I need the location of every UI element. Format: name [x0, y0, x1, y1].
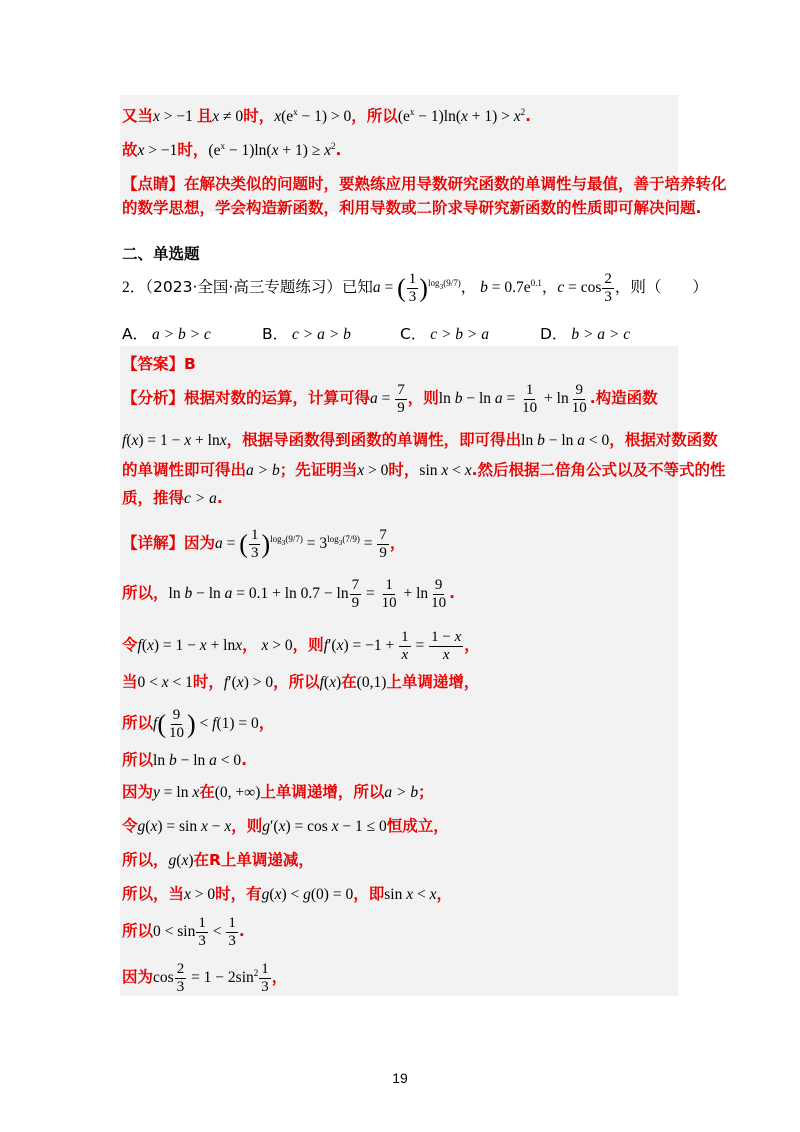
detail-line-8: 令g(x) = sin x − x，则g′(x) = cos x − 1 ≤ 0恒成立，: [122, 817, 449, 835]
detail-line-4: 当0 < x < 1时，f′(x) > 0，所以f(x)在(0,1)上单调递增，: [122, 673, 480, 691]
detail-line-7: 因为y = ln x在(0, +∞)上单调递增，所以a > b；: [122, 783, 434, 801]
detail-line-6: 所以ln b − ln a < 0.: [122, 751, 248, 769]
detail-line-1: 【详解】因为a = ( $\frac{1}{3}$ )$^{log_3(9/7)} = 3^{log_3(7/9)}$ = $\frac{7}{9}$ ，: [122, 527, 406, 561]
text-line: 故x > −1时，$(e^x - 1)\ln(x + 1) \ge x^2$.: [122, 140, 342, 159]
option-b[interactable]: B． c > a > b: [262, 325, 351, 343]
page-number: 19: [392, 1070, 408, 1086]
detail-line-2: 所以，ln b − ln a = 0.1 + ln 0.7 − ln $\frac{7}{9}$ = $\frac{1}{10}$ + ln $\frac{9}{10}$ .: [122, 577, 456, 611]
option-c[interactable]: C． c > b > a: [400, 325, 490, 343]
detail-line-12: 因为cos $\frac{2}{3}$ = $1 - 2\sin^2$ $\frac{1}{3}$ ，: [122, 961, 288, 995]
detail-line-11: 所以0 < sin $\frac{1}{3}$ < $\frac{1}{3}$ .: [122, 915, 245, 949]
detail-line-3: 令f(x) = 1 − x + lnx， x > 0，则f′(x) = −1 + $\frac{1}{x}$ = $\frac{1 - x}{x}$ ，: [122, 629, 480, 663]
option-d[interactable]: D． b > a > c: [540, 325, 631, 343]
analysis-line-3: 的单调性即可得出a > b；先证明当x > 0时，sin x < x.然后根据二倍角公式以及不等式的性: [122, 461, 726, 479]
analysis-line-4: 质，推得c > a.: [122, 489, 223, 507]
question-stem: 2．（2023·全国·高三专题练习）已知a = ( $\frac{1}{3}$ )$^{log_3(9/7)}$， $b = 0.7e^{0.1}$，c = cos $\frac{2}{3}$ ，则（ ）: [122, 271, 708, 305]
tip-line-2: 的数学思想，学会构造新函数，利用导数或二阶求导研究新函数的性质即可解决问题.: [122, 199, 702, 217]
tip-line-1: 【点睛】在解决类似的问题时，要熟练应用导数研究函数的单调性与最值，善于培养转化: [122, 175, 727, 193]
detail-line-9: 所以，g(x)在R上单调递减，: [122, 851, 314, 869]
detail-line-5: 所以f( $\frac{9}{10}$ ) < f(1) = 0，: [122, 707, 275, 741]
analysis-line-2: f(x) = 1 − x + lnx，根据导函数得到函数的单调性，即可得出ln b − ln a < 0，根据对数函数: [122, 431, 718, 449]
text-line: 又当x > −1 且x ≠ 0时，$x(e^x - 1) > 0$，所以$(e^x - 1)\ln(x + 1) > x^2$.: [122, 106, 532, 125]
analysis-line-1: 【分析】根据对数的运算，计算可得a = $\frac{7}{9}$ ，则ln b − ln a = $\frac{1}{10}$ + ln $\frac{9}{10}$ .构造函数: [122, 382, 658, 416]
detail-line-10: 所以，当x > 0时，有g(x) < g(0) = 0，即sin x < x，: [122, 885, 452, 903]
section-title: 二、单选题: [122, 245, 200, 263]
option-a[interactable]: A． a > b > c: [122, 325, 211, 343]
answer-line: 【答案】B: [122, 355, 196, 373]
